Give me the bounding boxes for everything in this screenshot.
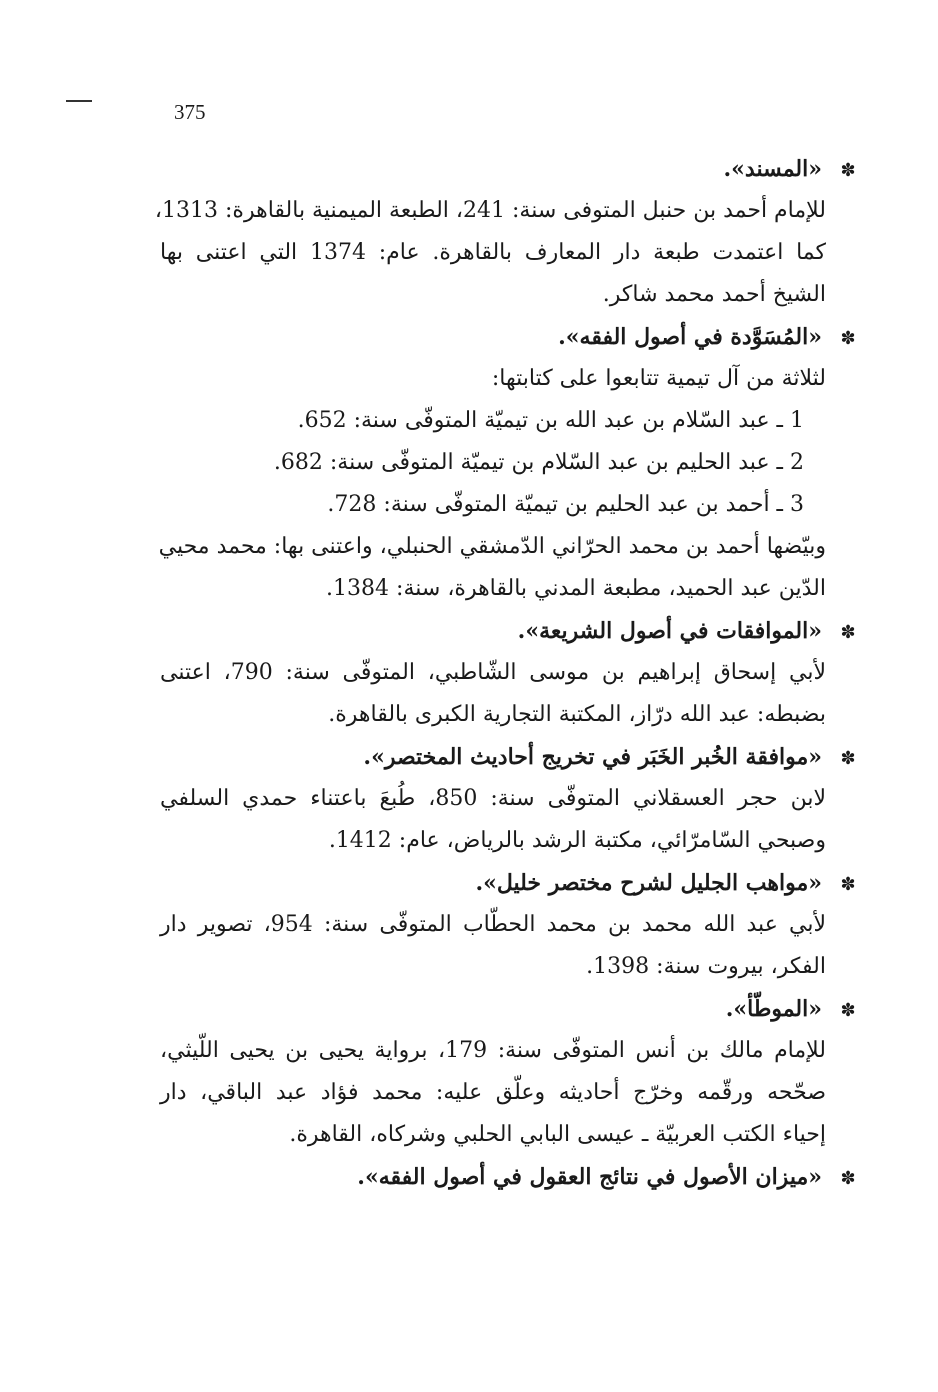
- entry-title: «الموطّأ».: [725, 996, 822, 1022]
- entry-title: «موافقة الخُبر الخَبَر في تخريج أحاديث المختصر».: [363, 744, 822, 770]
- entry-title: «المسند».: [723, 156, 822, 182]
- asterisk-bullet-icon: ✽: [840, 874, 856, 895]
- entry-title: «المُسَوَّدة في أصول الفقه».: [558, 324, 822, 350]
- asterisk-bullet-icon: ✽: [840, 328, 856, 349]
- entry-text-line: صحّحه ورقّمه وخرّج أحاديثه وعلّق عليه: محمد فؤاد عبد الباقي، دار: [160, 1080, 826, 1105]
- list-item: 2 ـ عبد الحليم بن عبد السّلام بن تيميّة المتوفّى سنة: 682.: [273, 450, 804, 475]
- entry-text-line: للإمام مالك بن أنس المتوفّى سنة: 179، برواية يحيى بن يحيى اللّيثي،: [160, 1038, 827, 1063]
- entry-title: «ميزان الأصول في نتائج العقول في أصول الفقه».: [357, 1164, 822, 1190]
- entry-text-line: لأبي عبد الله محمد بن محمد الحطّاب المتوفّى سنة: 954، تصوير دار: [160, 912, 826, 937]
- entry-text-line: وصبحي السّامرّائي، مكتبة الرشد بالرياض، عام: 1412.: [328, 828, 826, 853]
- entry-text-line: الفكر، بيروت سنة: 1398.: [586, 954, 826, 979]
- list-item: 3 ـ أحمد بن عبد الحليم بن تيميّة المتوفّى سنة: 728.: [327, 492, 804, 517]
- entry-text-line: لأبي إسحاق إبراهيم بن موسى الشّاطبي، المتوفّى سنة: 790، اعتنى: [160, 660, 827, 685]
- entry-heading: [160, 316, 864, 358]
- entry-heading: [160, 610, 864, 652]
- asterisk-bullet-icon: ✽: [840, 622, 856, 643]
- entry-title: «مواهب الجليل لشرح مختصر خليل».: [475, 870, 822, 896]
- entry-text-line: بضبطه: عبد الله درّاز، المكتبة التجارية الكبرى بالقاهرة.: [328, 702, 826, 727]
- asterisk-bullet-icon: ✽: [840, 1000, 856, 1021]
- entry-text-line: الشيخ أحمد محمد شاكر.: [602, 282, 826, 307]
- asterisk-bullet-icon: ✽: [840, 160, 856, 181]
- entry-heading: [160, 862, 864, 904]
- list-item: 1 ـ عبد السّلام بن عبد الله بن تيميّة المتوفّى سنة: 652.: [297, 408, 804, 433]
- entry-text-line: الدّين عبد الحميد، مطبعة المدني بالقاهرة، سنة: 1384.: [326, 576, 826, 601]
- entry-text-line: للإمام أحمد بن حنبل المتوفى سنة: 241، الطبعة الميمنية بالقاهرة: 1313،: [154, 198, 826, 223]
- entry-heading: [160, 1156, 864, 1198]
- entry-heading: [160, 988, 864, 1030]
- page-number: 375: [174, 100, 206, 124]
- entry-text-line: لابن حجر العسقلاني المتوفّى سنة: 850، طُبعَ باعتناء حمدي السلفي: [160, 786, 826, 811]
- entry-text-line: كما اعتمدت طبعة دار المعارف بالقاهرة. عام: 1374 التي اعتنى بها: [160, 240, 827, 265]
- entry-intro: لثلاثة من آل تيمية تتابعوا على كتابتها:: [491, 366, 826, 391]
- entry-heading: [160, 736, 864, 778]
- asterisk-bullet-icon: ✽: [840, 1168, 856, 1189]
- bibliography-list: [154, 148, 864, 1198]
- asterisk-bullet-icon: ✽: [840, 748, 856, 769]
- entry-heading: [160, 148, 864, 190]
- entry-text-line: وبيّضها أحمد بن محمد الحرّاني الدّمشقي الحنبلي، واعتنى بها: محمد محيي: [158, 534, 826, 559]
- entry-text-line: إحياء الكتب العربيّة ـ عيسى البابي الحلبي وشركاه، القاهرة.: [289, 1122, 826, 1147]
- entry-title: «الموافقات في أصول الشريعة».: [517, 618, 822, 644]
- header-rule: [66, 100, 92, 102]
